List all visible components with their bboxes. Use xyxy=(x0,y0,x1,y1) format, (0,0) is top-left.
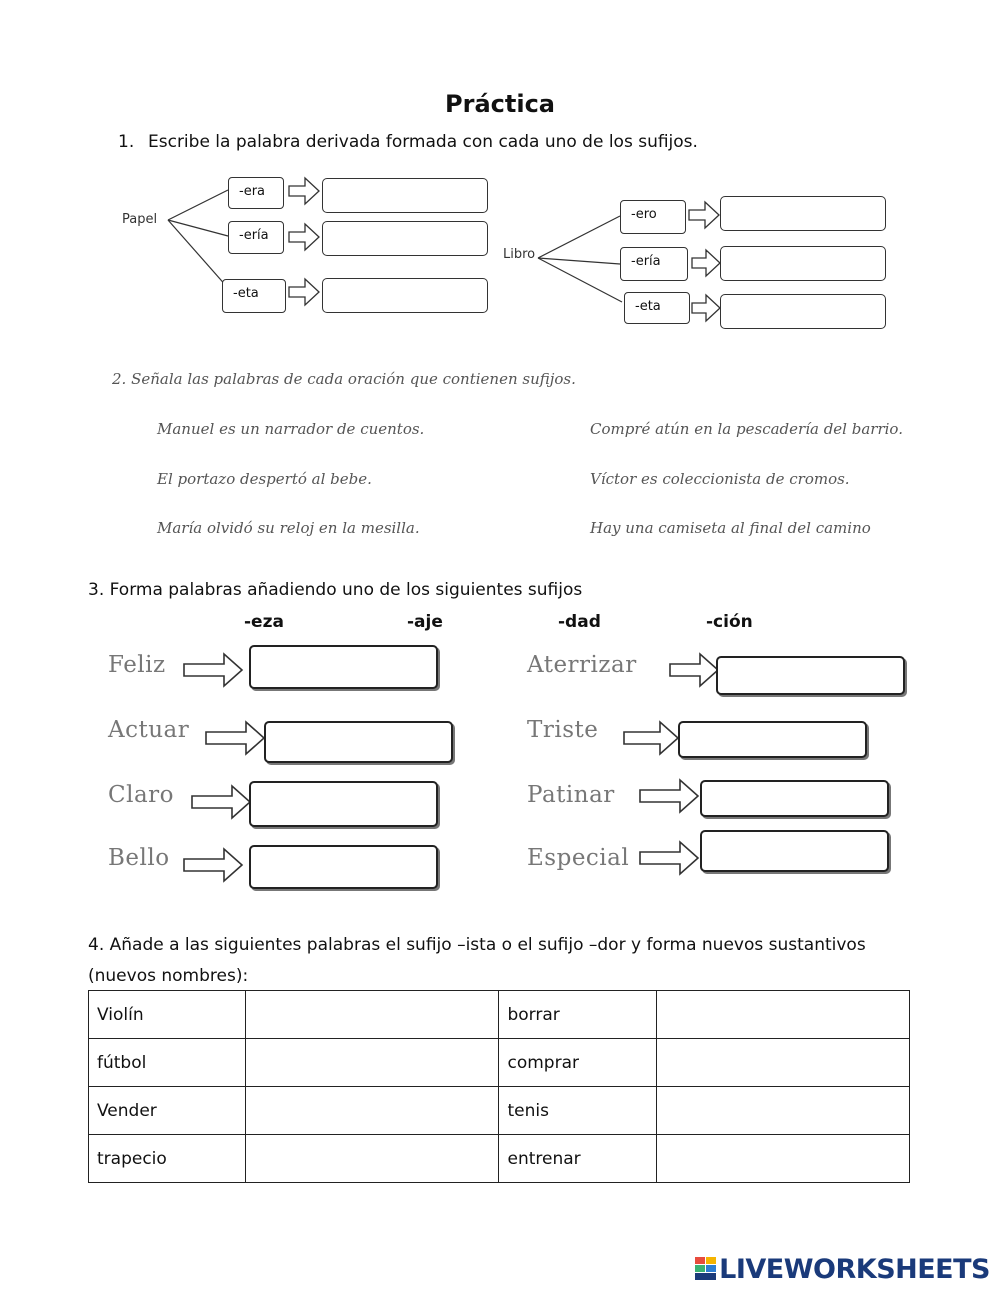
brand-name: LIVEWORKSHEETS xyxy=(719,1254,990,1285)
brand-logo[interactable] xyxy=(695,1254,990,1285)
q3-word: Especial xyxy=(527,845,630,871)
suffix-box: -eta xyxy=(624,292,690,324)
table-row xyxy=(89,1087,910,1135)
q3-word: Feliz xyxy=(108,652,166,678)
q4-word: comprar xyxy=(499,1039,657,1087)
suffix-box: -ero xyxy=(620,200,686,234)
q2-instruction: 2. Señala las palabras de cada oración que contienen sufijos. xyxy=(112,370,576,388)
q1-answer-field[interactable] xyxy=(322,278,488,313)
q2-sentence[interactable]: Compré atún en la pescadería del barrio. xyxy=(590,420,903,438)
branch-line xyxy=(538,258,622,302)
q4-word: Vender xyxy=(89,1087,246,1135)
q2-sentence[interactable]: María olvidó su reloj en la mesilla. xyxy=(157,519,420,537)
q1-diagram xyxy=(0,0,1000,340)
q1-number: 1. xyxy=(118,132,135,152)
arrow-icon xyxy=(289,279,319,305)
arrow-icon xyxy=(192,786,250,818)
q4-word: Violín xyxy=(89,991,246,1039)
q3-suffix: -ción xyxy=(706,612,753,632)
arrow-icon xyxy=(184,654,242,686)
q4-word: fútbol xyxy=(89,1039,246,1087)
q3-suffix: -aje xyxy=(407,612,443,632)
q2-sentence[interactable]: Manuel es un narrador de cuentos. xyxy=(157,420,425,438)
branch-line xyxy=(538,258,620,264)
q1-answer-field[interactable] xyxy=(720,196,886,231)
q1-answer-field[interactable] xyxy=(720,294,886,329)
arrow-icon xyxy=(670,654,718,686)
arrow-icon xyxy=(624,722,678,754)
table-row xyxy=(89,1039,910,1087)
arrow-icon xyxy=(640,780,698,812)
root-word-papel: Papel xyxy=(122,212,158,227)
root-word-libro: Libro xyxy=(503,247,536,262)
arrow-icon xyxy=(692,250,720,276)
q3-word: Aterrizar xyxy=(527,652,637,678)
q3-answer-field[interactable] xyxy=(700,780,889,817)
branch-line xyxy=(538,216,620,258)
q4-word: borrar xyxy=(499,991,657,1039)
arrow-icon xyxy=(184,849,242,881)
q3-word: Actuar xyxy=(108,717,190,743)
q1-answer-field[interactable] xyxy=(720,246,886,281)
q3-word: Triste xyxy=(527,717,599,743)
q4-answer-cell[interactable] xyxy=(657,991,910,1039)
q3-word: Patinar xyxy=(527,782,615,808)
liveworksheets-icon xyxy=(695,1257,717,1281)
q4-answer-cell[interactable] xyxy=(657,1087,910,1135)
q4-answer-cell[interactable] xyxy=(245,1135,499,1183)
table-row xyxy=(89,1135,910,1183)
q4-instruction: 4. Añade a las siguientes palabras el sufijo –ista o el sufijo –dor y forma nuevos sustantivos (nuevos nombres): xyxy=(88,935,866,986)
q3-suffix: -dad xyxy=(558,612,601,632)
arrow-icon xyxy=(689,202,719,228)
q4-table xyxy=(88,990,910,1183)
arrow-icon xyxy=(289,224,319,250)
arrow-icon xyxy=(692,295,720,321)
q3-answer-field[interactable] xyxy=(249,781,438,827)
q4-answer-cell[interactable] xyxy=(245,991,499,1039)
q3-answer-field[interactable] xyxy=(716,656,905,695)
q3-answer-field[interactable] xyxy=(264,721,453,763)
arrow-icon xyxy=(206,722,264,754)
q3-answer-field[interactable] xyxy=(700,830,889,872)
suffix-box: -eta xyxy=(222,279,286,313)
q3-answer-field[interactable] xyxy=(249,645,438,689)
q4-answer-cell[interactable] xyxy=(245,1087,499,1135)
q4-word: entrenar xyxy=(499,1135,657,1183)
q4-answer-cell[interactable] xyxy=(245,1039,499,1087)
q1-answer-field[interactable] xyxy=(322,221,488,256)
q1-answer-field[interactable] xyxy=(322,178,488,213)
page-title: Práctica xyxy=(445,90,555,118)
arrow-icon xyxy=(640,842,698,874)
q3-word: Claro xyxy=(108,782,175,808)
arrow-icon xyxy=(289,178,319,204)
q2-sentence[interactable]: El portazo despertó al bebe. xyxy=(157,470,372,488)
branch-line xyxy=(168,220,228,288)
q4-answer-cell[interactable] xyxy=(657,1135,910,1183)
q4-word: tenis xyxy=(499,1087,657,1135)
suffix-box: -ería xyxy=(228,221,284,254)
q4-word: trapecio xyxy=(89,1135,246,1183)
branch-line xyxy=(168,220,228,236)
q3-suffix: -eza xyxy=(244,612,284,632)
table-row xyxy=(89,991,910,1039)
q2-sentence[interactable]: Víctor es coleccionista de cromos. xyxy=(590,470,850,488)
suffix-box: -ería xyxy=(620,247,688,281)
q3-answer-field[interactable] xyxy=(249,845,438,889)
suffix-box: -era xyxy=(228,177,284,209)
q3-word: Bello xyxy=(108,845,170,871)
q4-answer-cell[interactable] xyxy=(657,1039,910,1087)
q3-instruction: 3. Forma palabras añadiendo uno de los siguientes sufijos xyxy=(88,580,583,600)
q1-text: Escribe la palabra derivada formada con cada uno de los sufijos. xyxy=(148,132,698,152)
branch-line xyxy=(168,190,228,220)
q3-answer-field[interactable] xyxy=(678,721,867,758)
q2-sentence[interactable]: Hay una camiseta al final del camino xyxy=(590,519,871,537)
